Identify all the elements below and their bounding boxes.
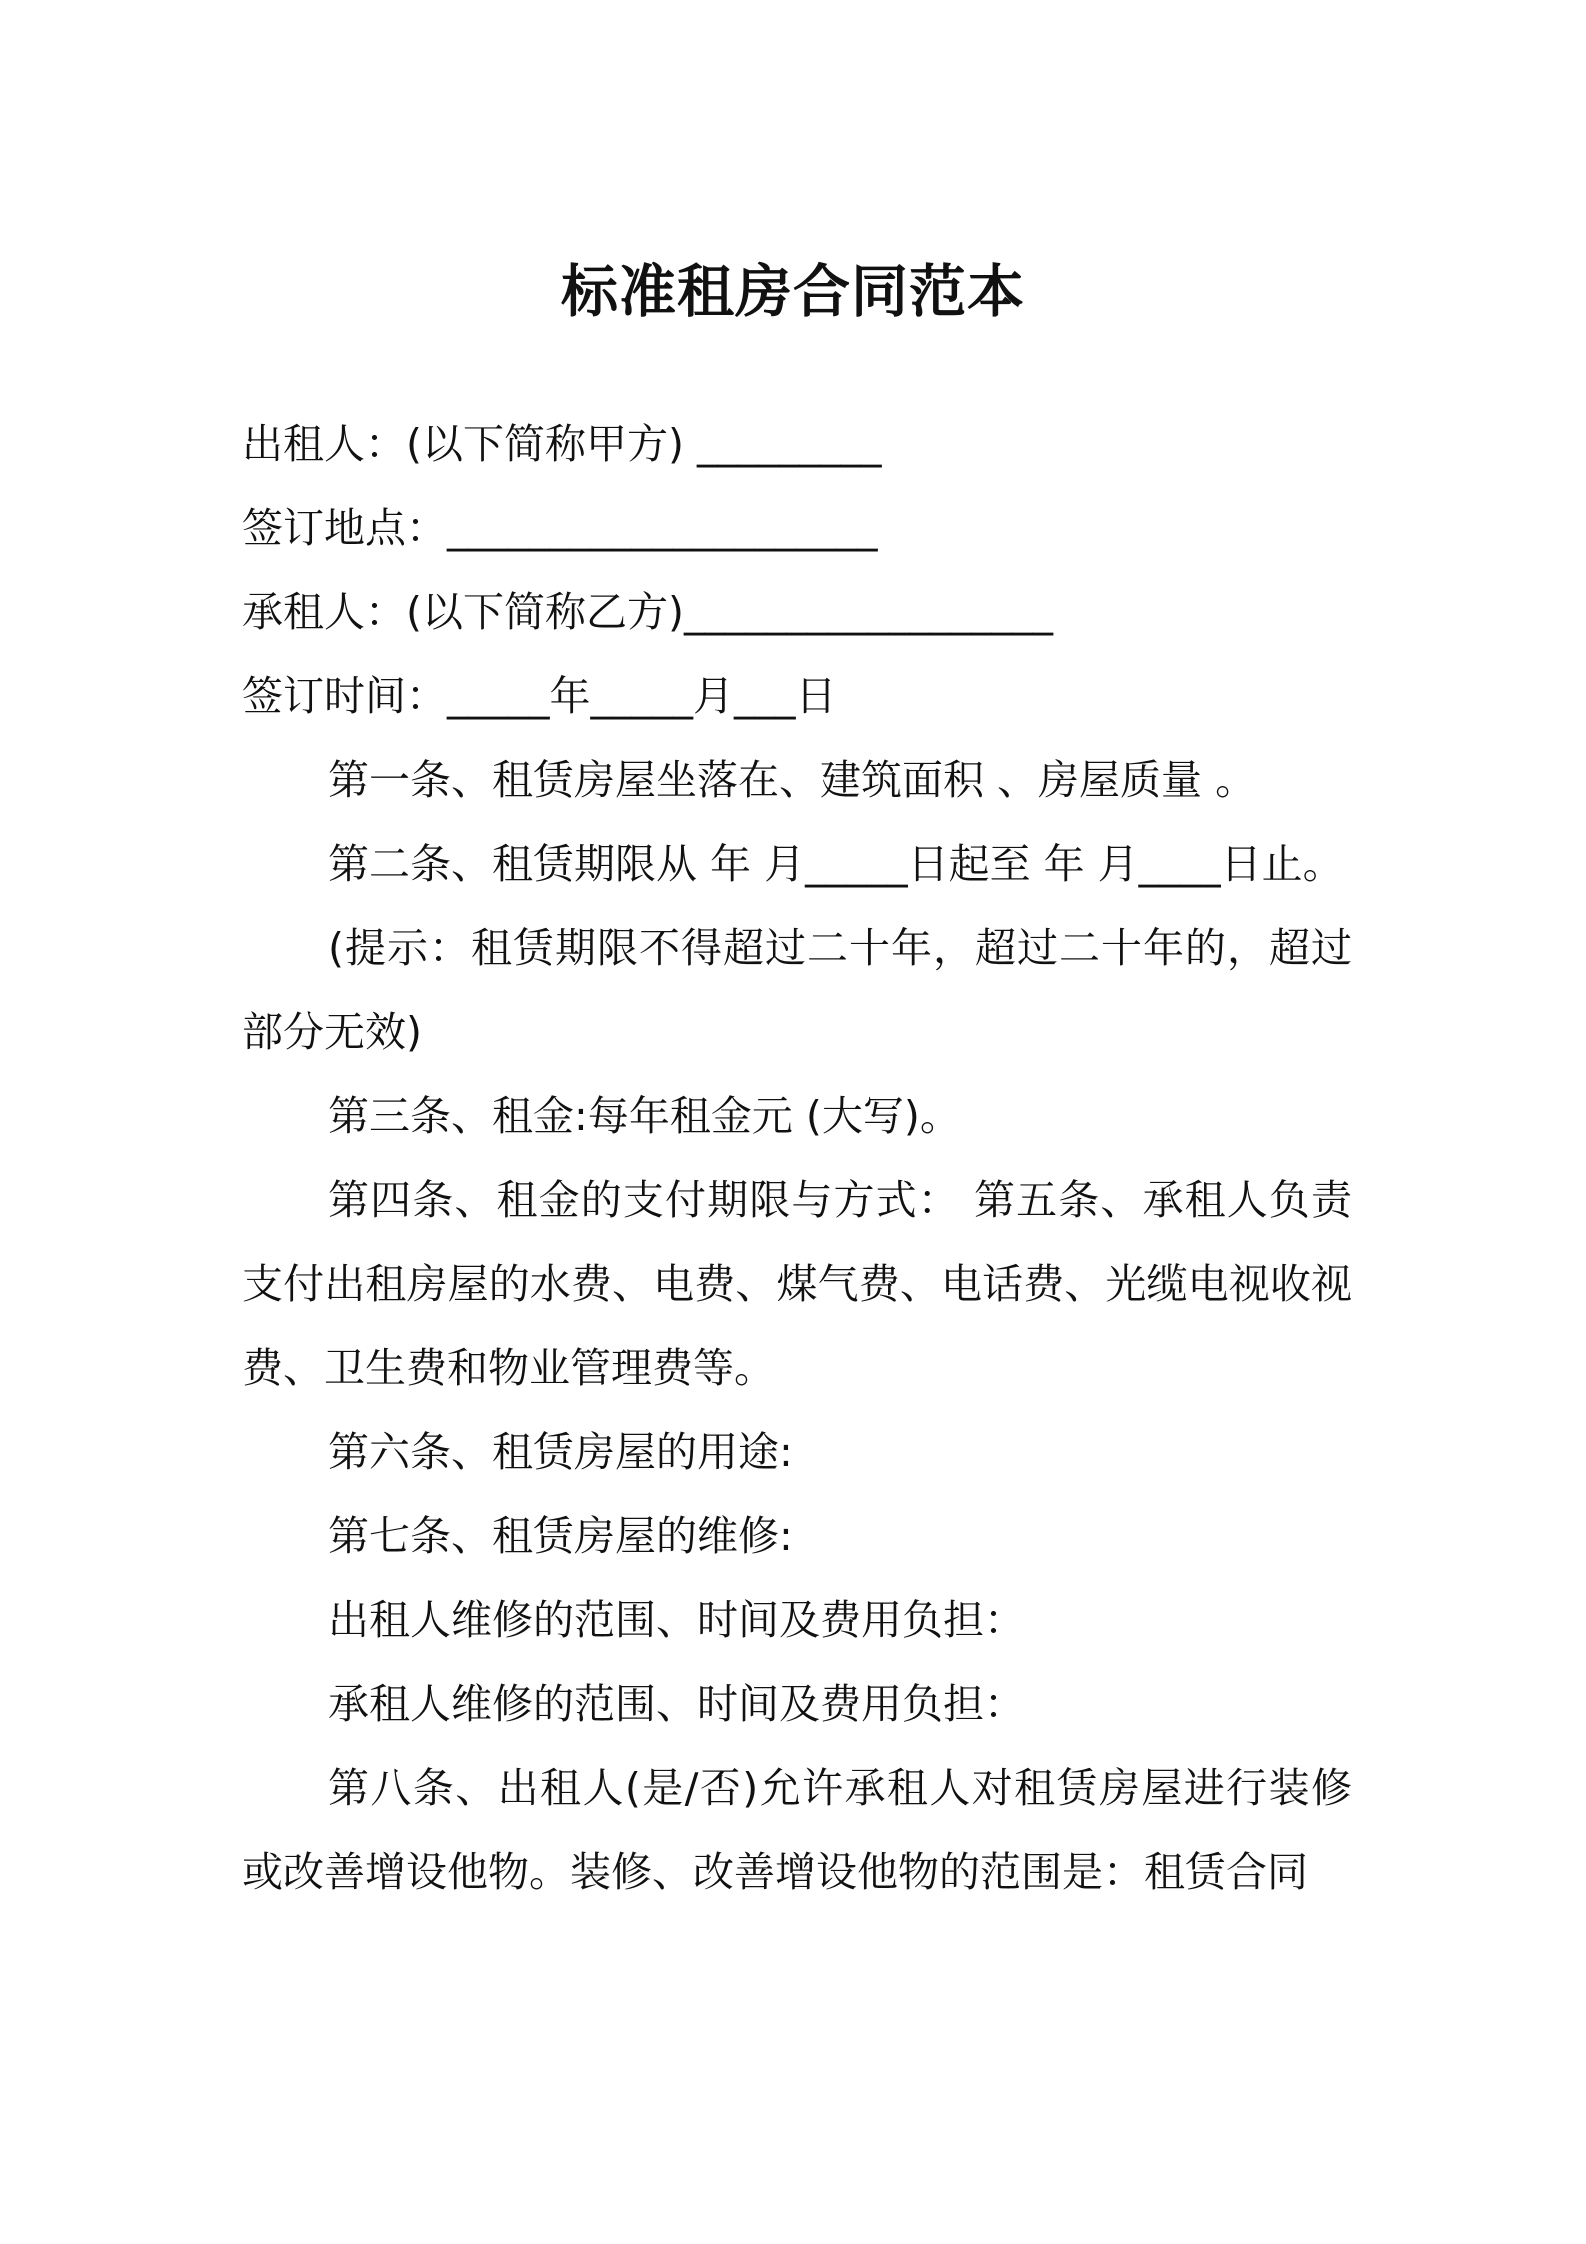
document-title: 标准租房合同范本 [561,259,1025,325]
document-body [242,402,1352,1914]
clause-3: 第三条、租金:每年租金元 (大写)。 [328,1092,961,1140]
clause-1: 第一条、租赁房屋坐落在、建筑面积 、房屋质量 。 [328,756,1257,804]
signing-place-line: 签订地点：_____________________ [242,504,878,552]
lessee-line: 承租人：(以下简称乙方)__________________ [242,588,1053,636]
lease-term-note: (提示：租赁期限不得超过二十年，超过二十年的，超过部分无效) [242,924,1352,1056]
lessor-repair-line: 出租人维修的范围、时间及费用负担： [328,1596,1025,1644]
clause-8: 第八条、出租人(是/否)允许承租人对租赁房屋进行装修或改善增设他物。装修、改善增设他物的范围是：租赁合同 [242,1764,1352,1896]
clause-7: 第七条、租赁房屋的维修: [328,1512,793,1560]
lessor-line: 出租人：(以下简称甲方) _________ [242,420,882,468]
signing-date-line: 签订时间：_____年_____月___日 [242,672,837,720]
lessee-repair-line: 承租人维修的范围、时间及费用负担： [328,1680,1025,1728]
clause-6: 第六条、租赁房屋的用途: [328,1428,793,1476]
clause-2: 第二条、租赁期限从 年 月_____日起至 年 月____日止。 [328,840,1344,888]
clause-4-5: 第四条、租金的支付期限与方式： 第五条、承租人负责支付出租房屋的水费、电费、煤气费、电话费、光缆电视收视费、卫生费和物业管理费等。 [242,1176,1352,1392]
